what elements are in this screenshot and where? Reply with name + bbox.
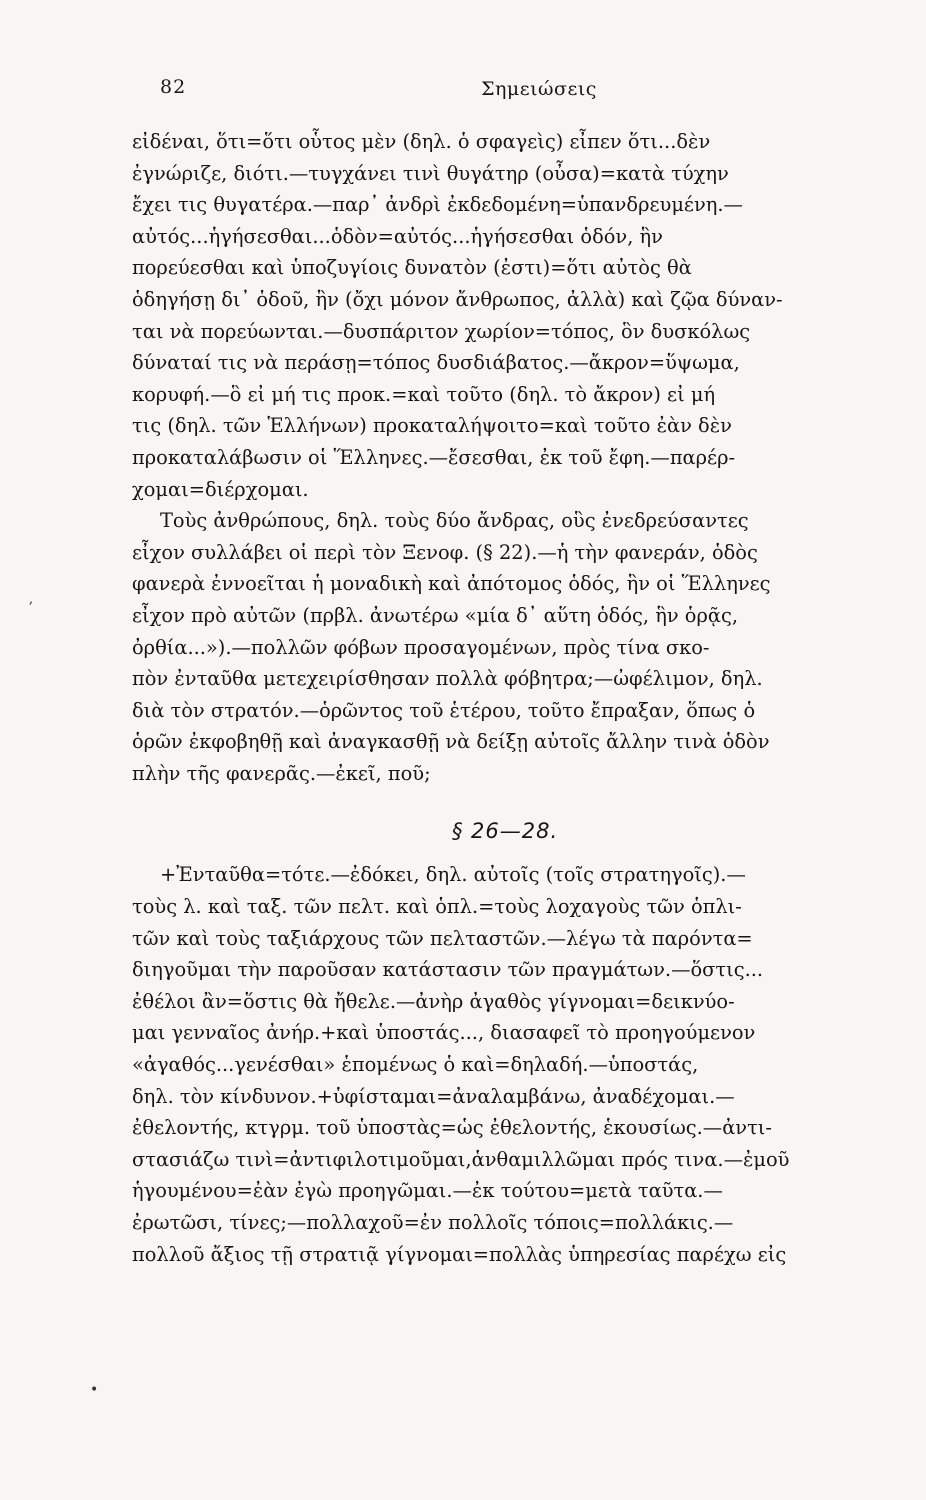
text-line: πλὴν τῆς φανερᾶς.—ἐκεῖ, ποῦ; xyxy=(132,761,431,785)
text-line: ὁδηγήσῃ δι᾿ ὁδοῦ, ἣν (ὄχι μόνον ἄνθρωπος, ἀλλὰ) καὶ ζῷα δύναν- xyxy=(132,287,783,311)
text-line: προκαταλάβωσιν οἱ Ἕλληνες.—ἔσεσθαι, ἐκ τοῦ ἔφη.—παρέρ- xyxy=(132,445,736,469)
margin-dot: • xyxy=(90,1382,99,1398)
text-line: δηλ. τὸν κίνδυνον.+ὑφίσταμαι=ἀναλαμβάνω, ἀναδέχομαι.— xyxy=(132,1084,735,1108)
text-line: φανερὰ ἐννοεῖται ἡ μοναδικὴ καὶ ἀπότομος ὁδός, ἣν οἱ Ἕλληνες xyxy=(132,572,771,596)
text-line: διηγοῦμαι τὴν παροῦσαν κατάστασιν τῶν πραγμάτων.—ὅστις... xyxy=(132,958,764,982)
text-line: πορεύεσθαι καὶ ὑποζυγίοις δυνατὸν (ἐστι)=ὅτι αὐτὸς θὰ xyxy=(132,256,692,280)
text-line: ἐθελοντής, κτγρμ. τοῦ ὑποστὰς=ὡς ἐθελοντής, ἑκουσίως.—ἀντι- xyxy=(132,1116,772,1140)
text-line: Τοὺς ἀνθρώπους, δηλ. τοὺς δύο ἄνδρας, οὓς ἐνεδρεύσαντες xyxy=(160,509,749,533)
text-line: διὰ τὸν στρατόν.—ὁρῶντος τοῦ ἑτέρου, τοῦτο ἔπραξαν, ὅπως ὁ xyxy=(132,698,756,722)
text-line: εἶχον συλλάβει οἱ περὶ τὸν Ξενοφ. (§ 22).—ἡ τὴν φανεράν, ὁδὸς xyxy=(132,540,758,564)
text-line: ἐγνώριζε, διότι.—τυγχάνει τινὶ θυγάτηρ (οὖσα)=κατὰ τύχην xyxy=(132,161,729,185)
text-line: ὁρῶν ἐκφοβηθῇ καὶ ἀναγκασθῇ νὰ δείξῃ αὐτοῖς ἄλλην τινὰ ὁδὸν xyxy=(132,730,770,754)
page-number: 82 xyxy=(160,76,187,98)
running-head: Σημειώσεις xyxy=(481,78,597,100)
text-line: ὀρθία...»).—πολλῶν φόβων προσαγομένων, πρὸς τίνα σκο- xyxy=(132,635,710,659)
text-line: τῶν καὶ τοὺς ταξιάρχους τῶν πελταστῶν.—λέγω τὰ παρόντα= xyxy=(132,926,753,950)
margin-mark: ʼ xyxy=(28,600,33,616)
text-line: κορυφή.—ὃ εἰ μή τις προκ.=καὶ τοῦτο (δηλ. τὸ ἄκρον) εἰ μή xyxy=(132,382,716,406)
text-line: τις (δηλ. τῶν Ἑλλήνων) προκαταλήψοιτο=καὶ τοῦτο ἐὰν δὲν xyxy=(132,414,732,438)
text-line: τοὺς λ. καὶ ταξ. τῶν πελτ. καὶ ὁπλ.=τοὺς λοχαγοὺς τῶν ὁπλι- xyxy=(132,895,742,919)
text-line: ἐθέλοι ἂν=ὅστις θὰ ἤθελε.—ἀνὴρ ἀγαθὸς γίγνομαι=δεικνύο- xyxy=(132,989,735,1013)
text-line: δύναταί τις νὰ περάσῃ=τόπος δυσδιάβατος.—ἄκρον=ὕψωμα, xyxy=(132,351,740,375)
text-line: πολλοῦ ἄξιος τῇ στρατιᾷ γίγνομαι=πολλὰς ὑπηρεσίας παρέχω εἰς xyxy=(132,1242,787,1266)
text-line: ἐρωτῶσι, τίνες;—πολλαχοῦ=ἐν πολλοῖς τόποις=πολλάκις.— xyxy=(132,1211,734,1234)
text-line: εἰδέναι, ὅτι=ὅτι οὗτος μὲν (δηλ. ὁ σφαγεὶς) εἶπεν ὅτι...δὲν xyxy=(132,130,711,153)
text-line: μαι γενναῖος ἀνήρ.+καὶ ὑποστάς..., διασαφεῖ τὸ προηγούμενον xyxy=(132,1021,756,1045)
page-header xyxy=(160,76,878,106)
text-line: ἡγουμένου=ἐὰν ἐγὼ προηγῶμαι.—ἐκ τούτου=μετὰ ταῦτα.— xyxy=(132,1179,723,1203)
text-line: ται νὰ πορεύωνται.—δυσπάριτον χωρίον=τόπος, ὃν δυσκόλως xyxy=(132,319,751,343)
paragraph-notes-3 xyxy=(132,859,878,1270)
section-heading: § 26—28. xyxy=(451,819,559,844)
text-line: +Ἐνταῦθα=τότε.—ἐδόκει, δηλ. αὐτοῖς (τοῖς στρατηγοῖς).— xyxy=(160,863,746,887)
text-line: ἔχει τις θυγατέρα.—παρ᾿ ἀνδρὶ ἐκδεδομένη=ὑπανδρευμένη.— xyxy=(132,193,743,217)
paragraph-notes-2 xyxy=(132,505,878,789)
text-line: πὸν ἐνταῦθα μετεχειρίσθησαν πολλὰ φόβητρα;—ὠφέλιμον, δηλ. xyxy=(132,667,763,691)
text-line: στασιάζω τινὶ=ἀντιφιλοτιμοῦμαι,ἁνθαμιλλῶμαι πρός τινα.—ἐμοῦ xyxy=(132,1147,790,1171)
paragraph-notes-1 xyxy=(132,126,878,505)
text-line: εἶχον πρὸ αὐτῶν (πρβλ. ἀνωτέρω «μία δ᾿ αὕτη ὁδός, ἣν ὁρᾷς, xyxy=(132,603,738,627)
page-body xyxy=(132,126,878,1270)
text-line: αὐτός...ἡγήσεσθαι...ὁδὸν=αὐτός...ἡγήσεσθαι ὁδόν, ἣν xyxy=(132,224,663,248)
text-line: «ἀγαθός...γενέσθαι» ἑπομένως ὁ καὶ=δηλαδή.—ὑποστάς, xyxy=(132,1053,699,1077)
text-line: χομαι=διέρχομαι. xyxy=(132,477,309,501)
